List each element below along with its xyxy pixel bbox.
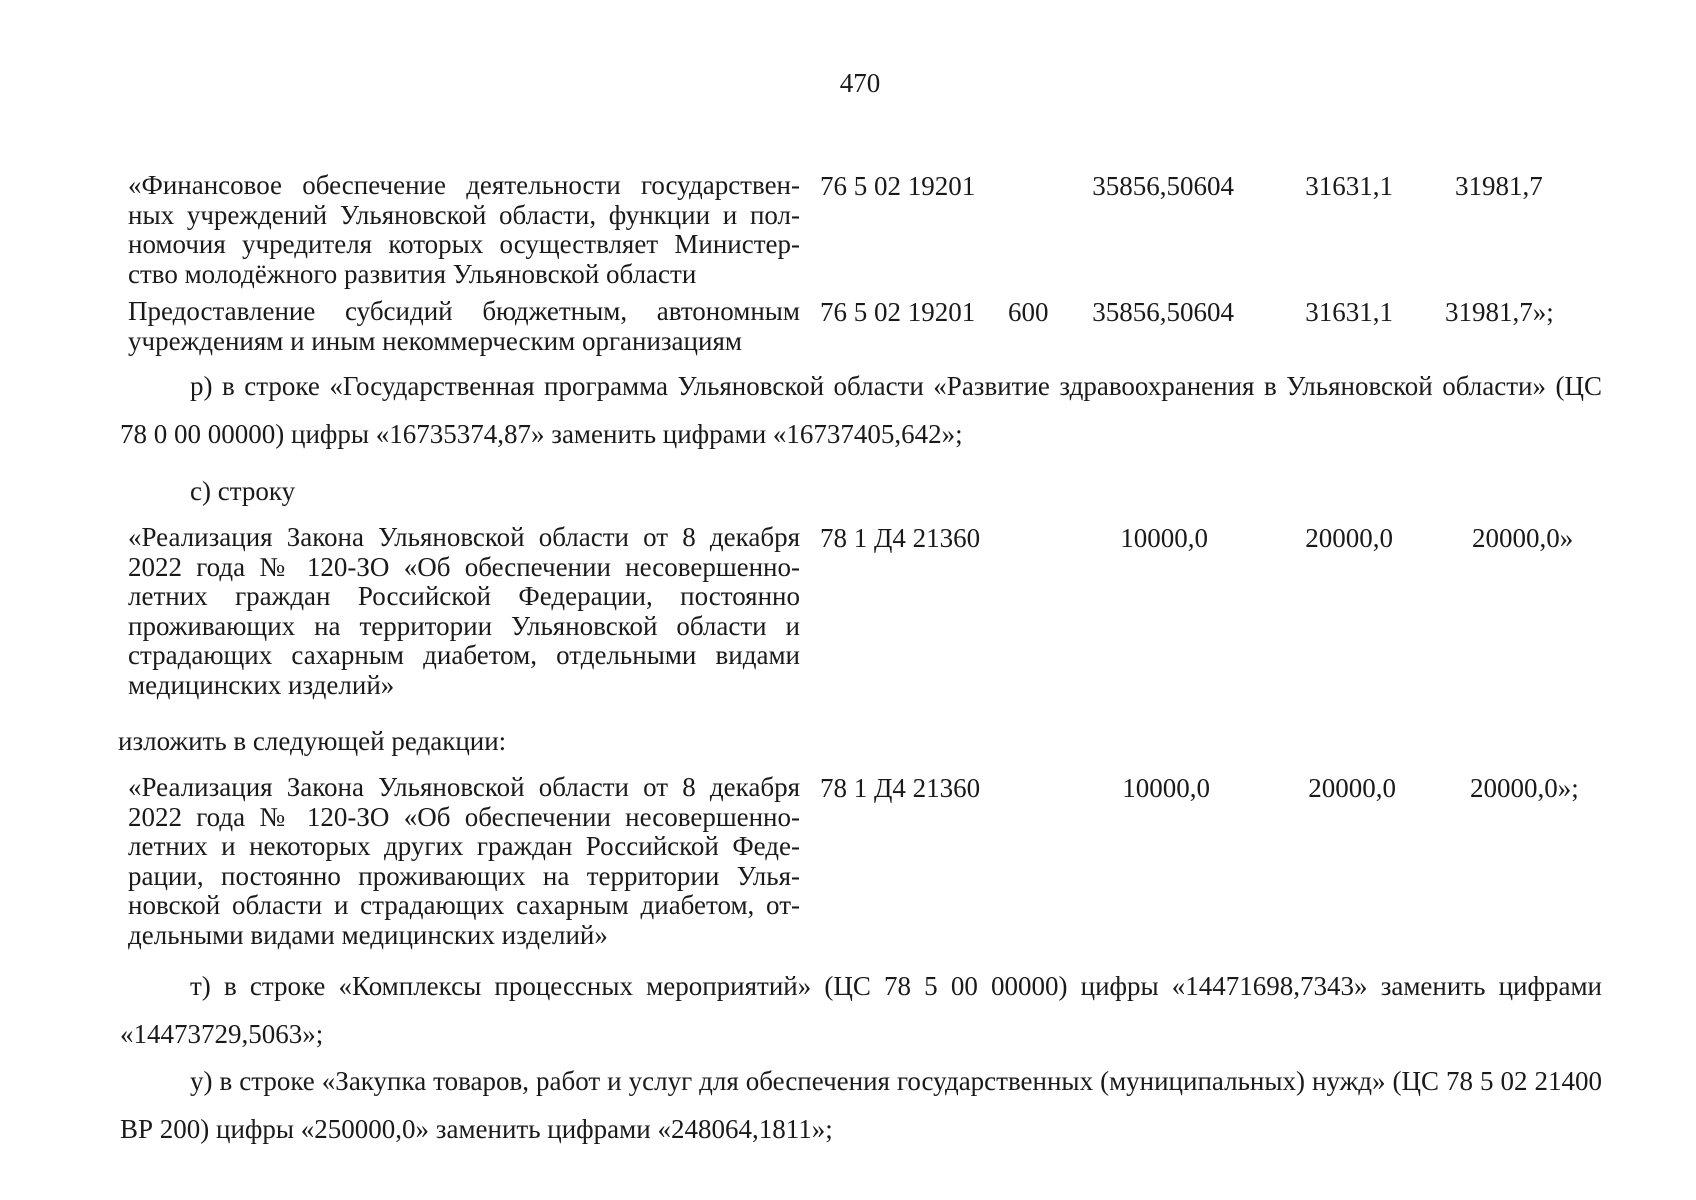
- row-cs-code: 78 1 Д4 21360: [820, 523, 981, 553]
- row-value-year2: 31631,1: [1305, 171, 1393, 201]
- row-value-year1: 10000,0: [1122, 773, 1210, 803]
- row-description: «Реализация Закона Ульяновской области от 8 декабря 2022 года № 120-ЗО «Об обеспечении несовершенно-летних граждан Российской Федерации, постоянно проживающих на территории Ульяновской области и страдающих сахарным диабетом, отдельными видами медицинских изделий»: [128, 522, 800, 700]
- row-value-year3: 20000,0»;: [1470, 773, 1579, 803]
- row-description: Предоставление субсидий бюджетным, автономным учреждениям и иным некоммерческим организациям: [128, 296, 800, 356]
- row-cs-code: 76 5 02 19201: [820, 297, 976, 327]
- row-value-year1: 35856,50604: [1092, 171, 1234, 201]
- paragraph-izlozhit: изложить в следующей редакции:: [118, 726, 507, 756]
- row-value-year2: 20000,0: [1305, 523, 1393, 553]
- paragraph-u: у) в строке «Закупка товаров, работ и услуг для обеспечения государственных (муниципальных) нужд» (ЦС 78 5 02 21400 ВР 200) цифры «250000,0» заменить цифрами «248064,1811»;: [120, 1066, 1602, 1144]
- paragraph-r: р) в строке «Государственная программа Ульяновской области «Развитие здравоохранения в Ульяновской области» (ЦС 78 0 00 00000) цифры «16735374,87» заменить цифрами «16737405,642»;: [120, 371, 1602, 449]
- row-vr-code: 600: [1008, 297, 1049, 327]
- page-number: 470: [839, 68, 881, 98]
- row-description: «Реализация Закона Ульяновской области от 8 декабря 2022 года № 120-ЗО «Об обеспечении несовершенно-летних и некоторых других граждан Российской Феде-рации, постоянно проживающих на территории Улья-новской области и страдающих сахарным диабетом, от-дельными видами медицинских изделий»: [128, 772, 800, 950]
- row-value-year1: 35856,50604: [1092, 297, 1234, 327]
- paragraph-t: т) в строке «Комплексы процессных мероприятий» (ЦС 78 5 00 00000) цифры «14471698,7343» заменить цифрами «14473729,5063»;: [120, 971, 1602, 1049]
- paragraph-s: с) строку: [190, 476, 296, 506]
- row-value-year3: 20000,0»: [1472, 523, 1574, 553]
- row-cs-code: 76 5 02 19201: [820, 171, 976, 201]
- row-value-year2: 20000,0: [1308, 773, 1396, 803]
- row-value-year1: 10000,0: [1120, 523, 1208, 553]
- row-description: «Финансовое обеспечение деятельности государствен-ных учреждений Ульяновской области, функции и пол-номочия учредителя которых осуществляет Министер-ство молодёжного развития Ульяновской области: [128, 170, 800, 289]
- row-value-year2: 31631,1: [1305, 297, 1393, 327]
- row-cs-code: 78 1 Д4 21360: [820, 773, 981, 803]
- row-value-year3: 31981,7»;: [1445, 297, 1554, 327]
- row-value-year3: 31981,7: [1455, 171, 1543, 201]
